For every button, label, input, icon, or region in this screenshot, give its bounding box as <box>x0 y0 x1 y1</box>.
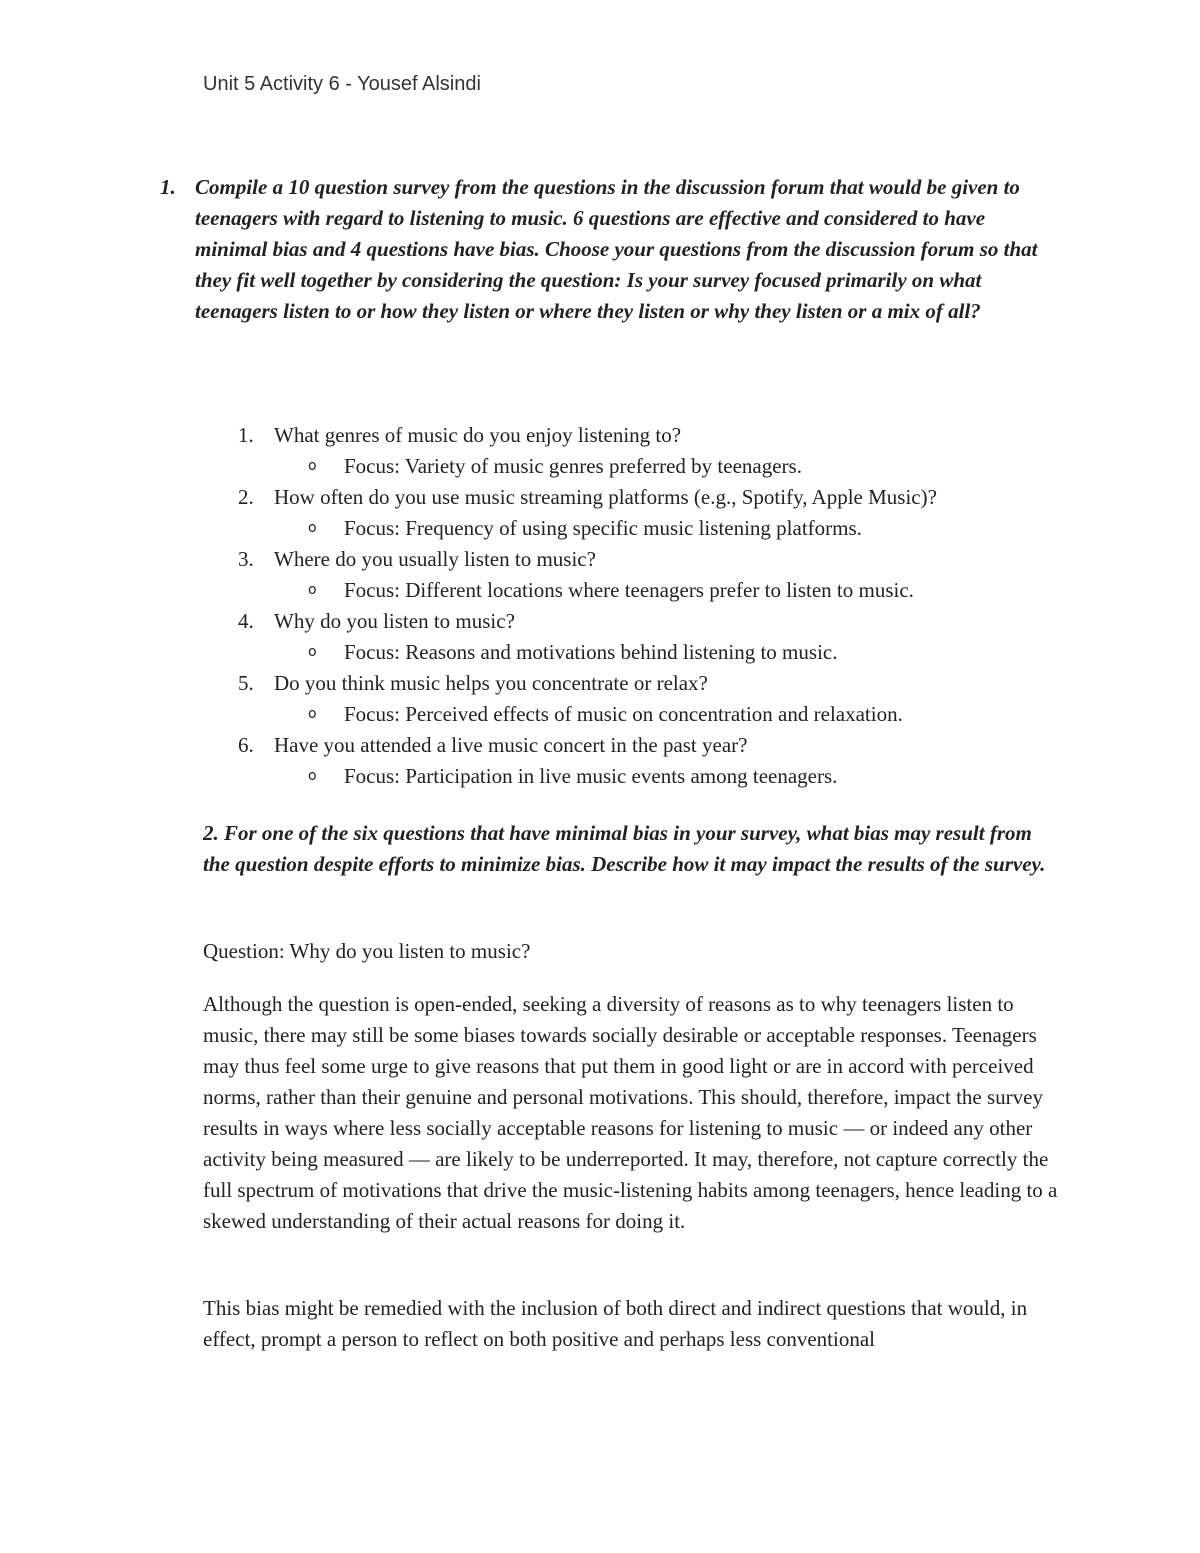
question-focus-item <box>238 513 1098 544</box>
question-focus-item <box>238 761 1098 792</box>
survey-question-item <box>238 668 1098 699</box>
focus-text: Focus: Different locations where teenagers prefer to listen to music. <box>344 578 914 602</box>
question-number: 6. <box>238 733 254 757</box>
survey-question-item <box>238 482 1098 513</box>
question-number: 1. <box>238 423 254 447</box>
survey-question-item <box>238 544 1098 575</box>
document-header: Unit 5 Activity 6 - Yousef Alsindi <box>203 73 481 95</box>
focus-text: Focus: Reasons and motivations behind listening to music. <box>344 640 838 664</box>
circle-bullet-icon: o <box>308 706 317 722</box>
prompt-1 <box>160 172 1060 327</box>
focus-text: Focus: Variety of music genres preferred by teenagers. <box>344 454 802 478</box>
circle-bullet-icon: o <box>308 520 317 536</box>
question-focus-item <box>238 637 1098 668</box>
circle-bullet-icon: o <box>308 582 317 598</box>
answer-paragraph-2: This bias might be remedied with the inclusion of both direct and indirect questions that would, in effect, prompt a person to reflect on both positive and perhaps less conventional <box>203 1296 1028 1351</box>
survey-question-list <box>238 420 1098 792</box>
circle-bullet-icon: o <box>308 644 317 660</box>
question-number: 5. <box>238 671 254 695</box>
focus-text: Focus: Frequency of using specific music listening platforms. <box>344 516 862 540</box>
question-text: Why do you listen to music? <box>274 609 515 633</box>
prompt-1-text: Compile a 10 question survey from the questions in the discussion forum that would be given to teenagers with regard to listening to music. 6 questions are effective and considered to have minimal bias and 4 questions have bias. Choose your questions from the discussion forum so that they fit well together by considering the question: Is your survey focused primarily on what teenagers listen to or how they listen or where they listen or why they listen or a mix of all? <box>195 175 1038 323</box>
circle-bullet-icon: o <box>308 768 317 784</box>
question-focus-item <box>238 699 1098 730</box>
survey-question-item <box>238 606 1098 637</box>
question-number: 3. <box>238 547 254 571</box>
answer-question-label: Question: Why do you listen to music? <box>203 939 531 963</box>
question-text: How often do you use music streaming platforms (e.g., Spotify, Apple Music)? <box>274 485 937 509</box>
question-text: Where do you usually listen to music? <box>274 547 596 571</box>
focus-text: Focus: Participation in live music events among teenagers. <box>344 764 838 788</box>
question-text: Have you attended a live music concert in the past year? <box>274 733 748 757</box>
question-number: 4. <box>238 609 254 633</box>
question-focus-item <box>238 575 1098 606</box>
question-focus-item <box>238 451 1098 482</box>
prompt-1-number: 1. <box>160 175 176 199</box>
survey-question-item <box>238 420 1098 451</box>
focus-text: Focus: Perceived effects of music on concentration and relaxation. <box>344 702 903 726</box>
survey-question-item <box>238 730 1098 761</box>
answer-paragraph-1: Although the question is open-ended, seeking a diversity of reasons as to why teenagers listen to music, there may still be some biases towards socially desirable or acceptable responses. Teenagers may thus feel some urge to give reasons that put them in good light or are in accord with perceived norms, rather than their genuine and personal motivations. This should, therefore, impact the survey results in ways where less socially acceptable reasons for listening to music — or indeed any other activity being measured — are likely to be underreported. It may, therefore, not capture correctly the full spectrum of motivations that drive the music-listening habits among teenagers, hence leading to a skewed understanding of their actual reasons for doing it. <box>203 992 1058 1233</box>
question-text: What genres of music do you enjoy listening to? <box>274 423 682 447</box>
question-text: Do you think music helps you concentrate or relax? <box>274 671 708 695</box>
circle-bullet-icon: o <box>308 458 317 474</box>
prompt-2-text: 2. For one of the six questions that have minimal bias in your survey, what bias may result from the question despite efforts to minimize bias. Describe how it may impact the results of the survey. <box>203 821 1046 876</box>
question-number: 2. <box>238 485 254 509</box>
